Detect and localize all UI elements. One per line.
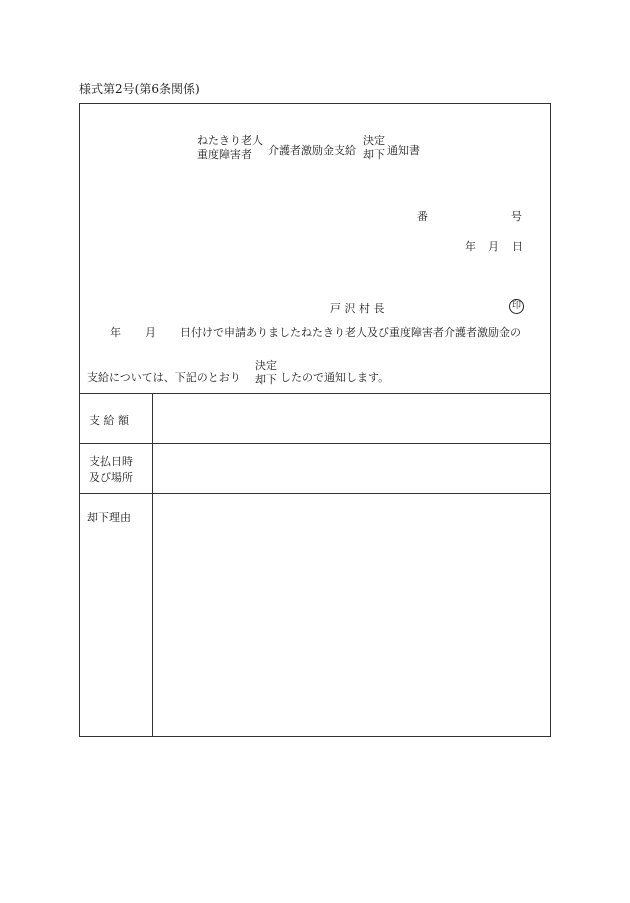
number-go: 号 — [511, 210, 522, 223]
payment-label — [89, 454, 133, 486]
body-decision-reject: 却下 — [255, 373, 277, 386]
title-decision-reject: 却下 — [363, 148, 385, 161]
rejection-label: 却下理由 — [87, 511, 131, 524]
payment-field[interactable] — [158, 449, 546, 489]
title-middle: 介護者激励金支給 — [268, 144, 356, 157]
issuer-name: 戸 沢 村 長 — [330, 302, 385, 315]
body-year: 年 — [110, 326, 121, 339]
table-row-divider-1 — [80, 443, 550, 444]
body-line2-end: したので通知します。 — [280, 371, 390, 384]
date-year: 年 — [465, 240, 476, 253]
title-decision-stack — [363, 134, 385, 162]
rejection-reason-field[interactable] — [158, 499, 546, 731]
amount-field[interactable] — [229, 405, 547, 435]
payment-label-line1: 支払日時 — [89, 455, 133, 468]
table-row-divider-2 — [80, 493, 550, 494]
form-number-label: 様式第2号(第6条関係) — [79, 82, 200, 96]
body-line1: 日付けで申請ありましたねたきり老人及び重度障害者介護者激励金の — [180, 326, 521, 339]
body-decision-stack — [255, 359, 277, 387]
table-top-line — [80, 393, 550, 394]
body-line2-start: 支給については、下記のとおり — [87, 371, 241, 384]
body-decision-approve: 決定 — [255, 359, 277, 372]
title-target-elderly: ねたきり老人 — [197, 134, 263, 147]
date-month: 月 — [488, 240, 499, 253]
date-day: 日 — [512, 240, 523, 253]
payment-label-line2: 及び場所 — [89, 471, 133, 484]
title-target-stack — [197, 134, 263, 162]
seal-mark: 印 — [509, 299, 524, 314]
number-ban: 番 — [417, 210, 428, 223]
title-target-disabled: 重度障害者 — [197, 148, 252, 161]
body-month: 月 — [145, 326, 156, 339]
title-decision-approve: 決定 — [363, 134, 385, 147]
notice-form-frame — [79, 103, 551, 737]
amount-label: 支 給 額 — [89, 414, 129, 427]
title-suffix: 通知書 — [387, 144, 420, 157]
table-column-divider — [152, 393, 153, 736]
